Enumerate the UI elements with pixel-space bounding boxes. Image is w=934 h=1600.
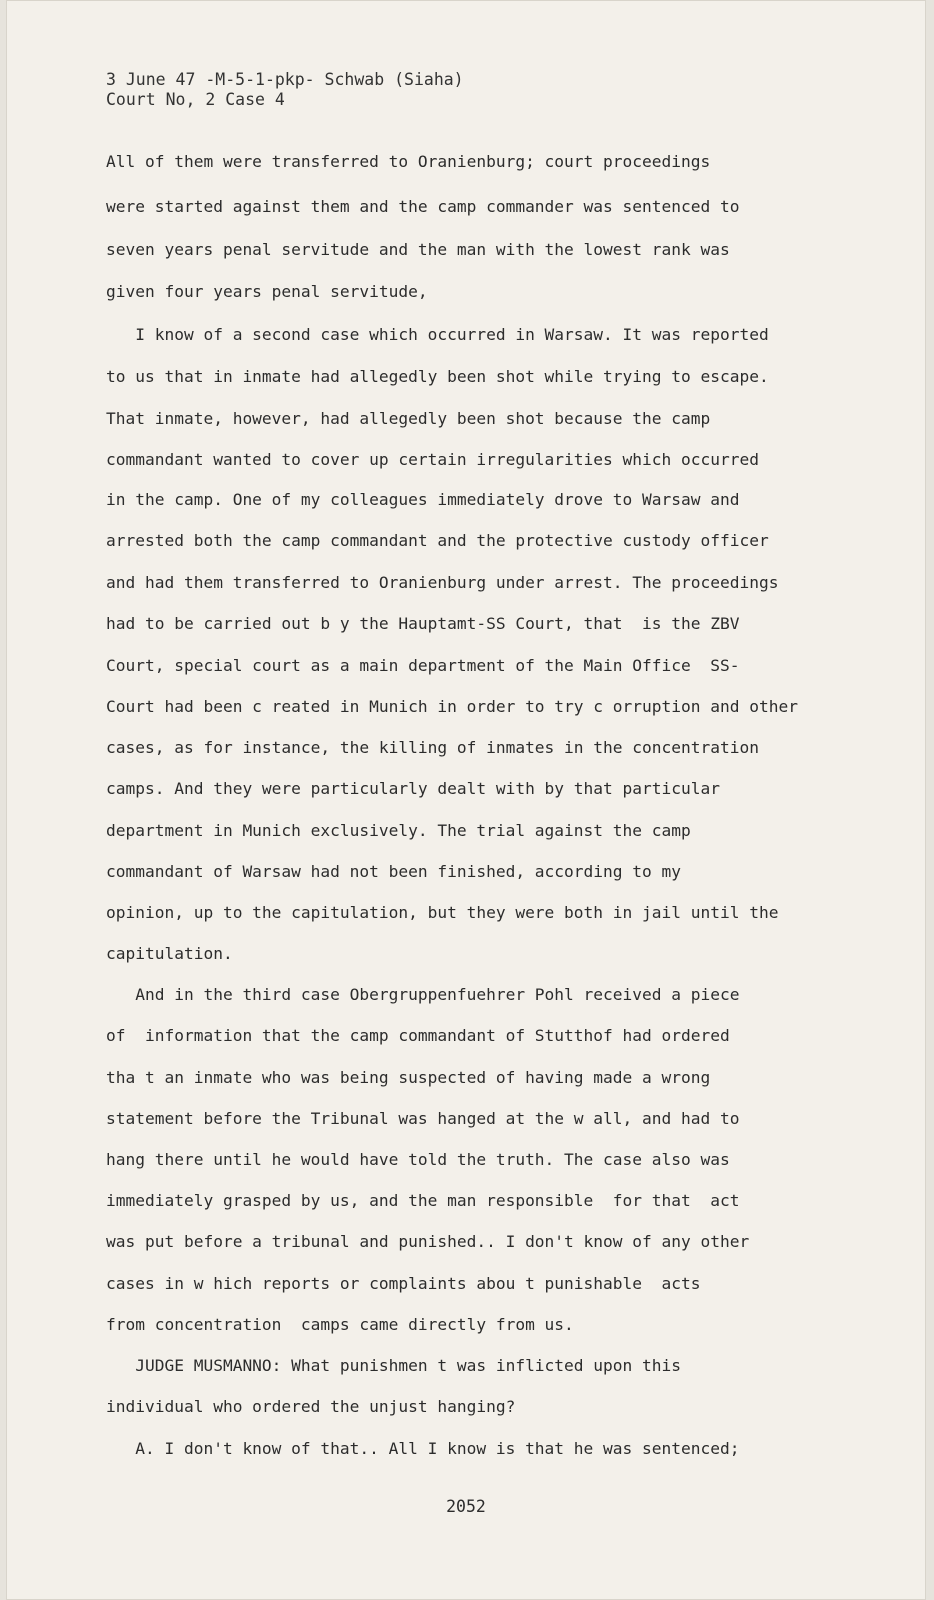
text-line: statement before the Tribunal was hanged at the w all, and had to bbox=[106, 1109, 740, 1128]
text-line: cases in w hich reports or complaints abou t punishable acts bbox=[106, 1274, 701, 1293]
text-line: were started against them and the camp commander was sentenced to bbox=[106, 197, 740, 216]
text-line: was put before a tribunal and punished.. I don't know of any other bbox=[106, 1232, 750, 1251]
text-line: I know of a second case which occurred in Warsaw. It was reported bbox=[106, 325, 769, 344]
text-line: opinion, up to the capitulation, but they were both in jail until the bbox=[106, 903, 779, 922]
text-line: Court, special court as a main department of the Main Office SS- bbox=[106, 656, 740, 675]
text-line: And in the third case Obergruppenfuehrer Pohl received a piece bbox=[106, 985, 740, 1004]
text-line: individual who ordered the unjust hanging? bbox=[106, 1397, 516, 1416]
text-line: and had them transferred to Oranienburg under arrest. The proceedings bbox=[106, 573, 779, 592]
text-line: arrested both the camp commandant and the protective custody officer bbox=[106, 531, 769, 550]
text-line: in the camp. One of my colleagues immediately drove to Warsaw and bbox=[106, 490, 740, 509]
page-number: 2052 bbox=[446, 1497, 486, 1516]
text-line: cases, as for instance, the killing of inmates in the concentration bbox=[106, 738, 759, 757]
text-line: to us that in inmate had allegedly been shot while trying to escape. bbox=[106, 367, 769, 386]
text-line: camps. And they were particularly dealt with by that particular bbox=[106, 779, 720, 798]
text-line: A. I don't know of that.. All I know is that he was sentenced; bbox=[106, 1439, 740, 1458]
document-page bbox=[6, 0, 926, 1600]
text-line: seven years penal servitude and the man with the lowest rank was bbox=[106, 240, 730, 259]
text-line: immediately grasped by us, and the man responsible for that act bbox=[106, 1191, 740, 1210]
text-line: tha t an inmate who was being suspected of having made a wrong bbox=[106, 1068, 711, 1087]
text-line: JUDGE MUSMANNO: What punishmen t was inflicted upon this bbox=[106, 1356, 681, 1375]
text-line: All of them were transferred to Oranienburg; court proceedings bbox=[106, 152, 711, 171]
text-line: commandant of Warsaw had not been finished, according to my bbox=[106, 862, 681, 881]
header-line-1: 3 June 47 -M-5-1-pkp- Schwab (Siaha) bbox=[106, 70, 464, 89]
text-line: That inmate, however, had allegedly been shot because the camp bbox=[106, 409, 711, 428]
text-line: had to be carried out b y the Hauptamt-SS Court, that is the ZBV bbox=[106, 614, 740, 633]
text-line: from concentration camps came directly from us. bbox=[106, 1315, 574, 1334]
text-line: commandant wanted to cover up certain irregularities which occurred bbox=[106, 450, 759, 469]
text-line: Court had been c reated in Munich in order to try c orruption and other bbox=[106, 697, 798, 716]
text-line: of information that the camp commandant of Stutthof had ordered bbox=[106, 1026, 730, 1045]
text-line: hang there until he would have told the truth. The case also was bbox=[106, 1150, 730, 1169]
text-line: capitulation. bbox=[106, 944, 233, 963]
header-line-2: Court No, 2 Case 4 bbox=[106, 90, 285, 109]
text-line: given four years penal servitude, bbox=[106, 282, 428, 301]
text-line: department in Munich exclusively. The trial against the camp bbox=[106, 821, 691, 840]
